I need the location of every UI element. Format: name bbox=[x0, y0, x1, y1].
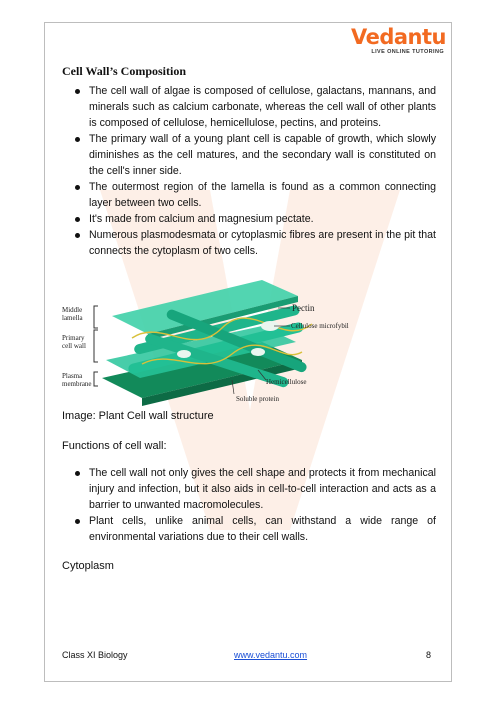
label-hemicellulose: Hemicellulose bbox=[266, 378, 307, 386]
list-item: Plant cells, unlike animal cells, can withstand a wide range of environmental variations due to their cell walls. bbox=[72, 513, 436, 545]
list-item: The primary wall of a young plant cell is capable of growth, which slowly diminishes as the cell matures, and the secondary wall is constituted on the cell's inner side. bbox=[72, 131, 436, 179]
logo-tagline: LIVE ONLINE TUTORING bbox=[371, 49, 444, 55]
list-item: The outermost region of the lamella is found as a common connecting layer between two cells. bbox=[72, 179, 436, 211]
list-item: The cell wall not only gives the cell shape and protects it from mechanical injury and infection, but it also aids in cell-to-cell interaction and acts as a barrier to unwanted macromolecules. bbox=[72, 465, 436, 513]
functions-list bbox=[72, 465, 436, 545]
vedantu-logo bbox=[351, 25, 448, 56]
functions-heading: Functions of cell wall: bbox=[62, 440, 167, 452]
list-item: The cell wall of algae is composed of cellulose, galactans, mannans, and minerals such as calcium carbonate, whereas the cell wall of other plants is composed of cellulose, hemicellulose, pectins, and proteins. bbox=[72, 83, 436, 131]
label-plasma-membrane: Plasma membrane bbox=[62, 372, 92, 388]
cell-wall-figure bbox=[62, 268, 362, 410]
list-item: It's made from calcium and magnesium pectate. bbox=[72, 211, 436, 227]
logo-name: Vedantu bbox=[351, 25, 446, 49]
label-cellulose-microfibril: Cellulose microfybil bbox=[291, 322, 349, 330]
cell-wall-diagram bbox=[62, 268, 362, 410]
composition-list bbox=[72, 83, 436, 259]
figure-caption: Image: Plant Cell wall structure bbox=[62, 410, 214, 422]
label-pectin: Pectin bbox=[292, 303, 315, 313]
page-number: 8 bbox=[426, 650, 432, 660]
label-primary-cell-wall: Primary cell wall bbox=[62, 334, 86, 350]
section-heading: Cell Wall’s Composition bbox=[62, 64, 187, 78]
list-item: Numerous plasmodesmata or cytoplasmic fibres are present in the pit that connects the cytoplasm of two cells. bbox=[72, 227, 436, 259]
cytoplasm-heading: Cytoplasm bbox=[62, 560, 114, 572]
label-middle-lamella: Middle lamella bbox=[62, 306, 83, 322]
footer-subject: Class XI Biology bbox=[62, 650, 128, 660]
footer-website-link[interactable]: www.vedantu.com bbox=[234, 650, 308, 660]
label-soluble-protein: Soluble protein bbox=[236, 395, 279, 403]
